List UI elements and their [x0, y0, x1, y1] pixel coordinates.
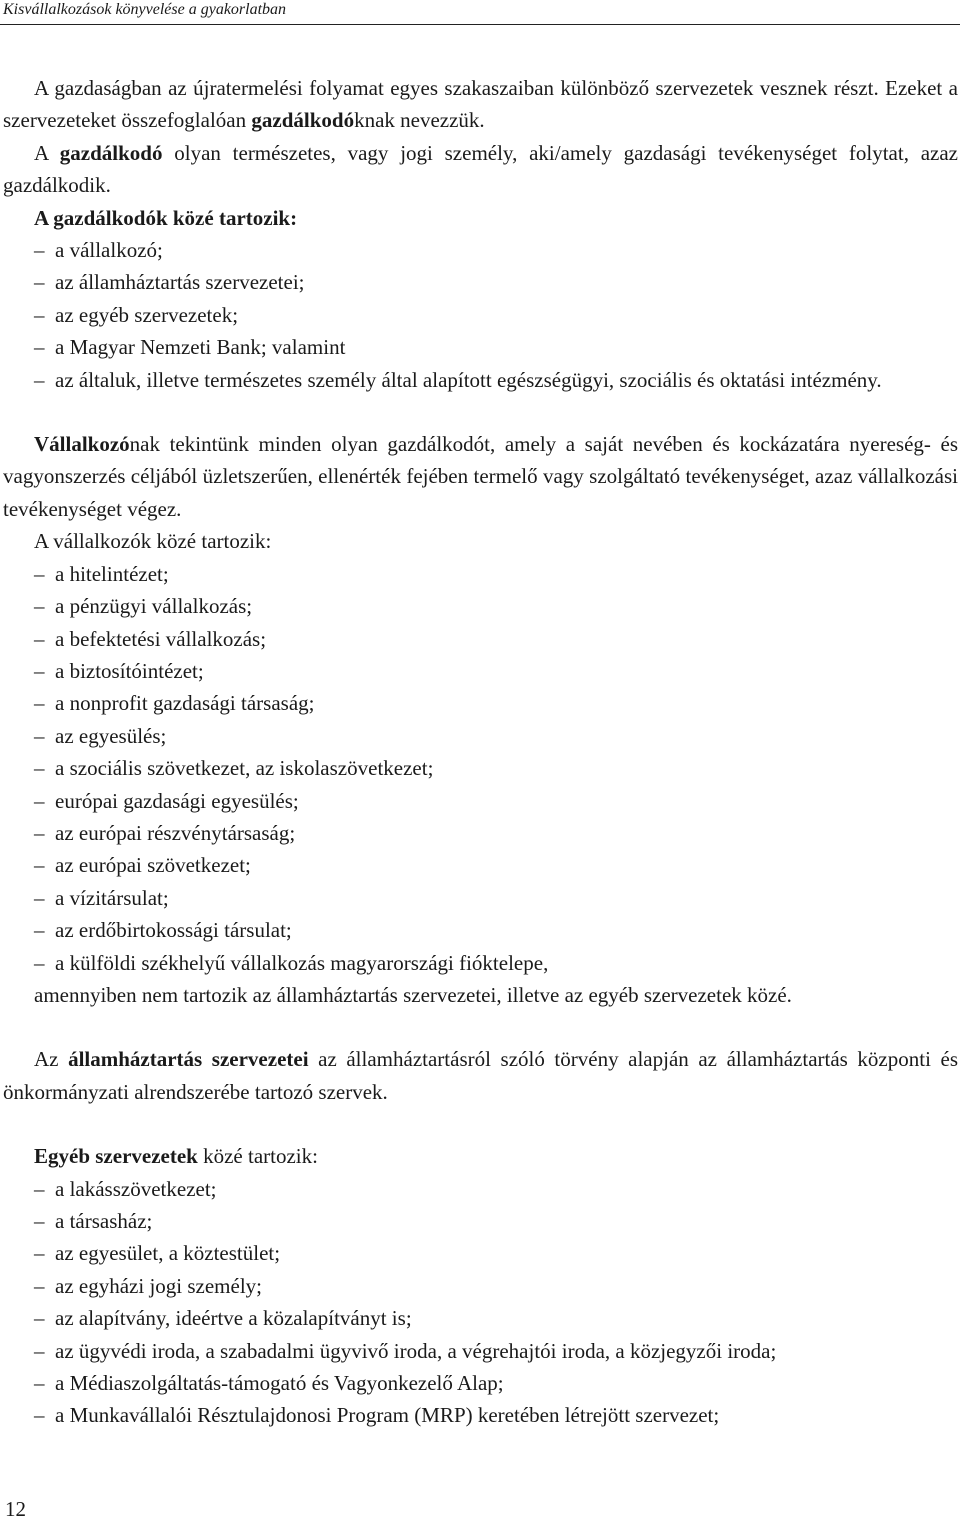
egyeb-list-heading: Egyéb szervezetek közé tartozik:	[34, 1144, 318, 1169]
list-item: – az egyesülés;	[3, 720, 958, 752]
list-item: – a pénzügyi vállalkozás;	[3, 590, 958, 622]
list-item: – a vállalkozó;	[3, 234, 958, 266]
gazdalkodo-definition: A gazdálkodó olyan természetes, vagy jogi személy, aki/amely gazdasági tevékenységet folytat, azaz gazdálkodik.	[3, 140, 959, 198]
vallalkozok-closing: amennyiben nem tartozik az államháztartás szervezetei, illetve az egyéb szervezetek közé.	[34, 982, 792, 1007]
list-item: – a nonprofit gazdasági társaság;	[3, 687, 958, 719]
list-item: – a vízitársulat;	[3, 882, 958, 914]
term-vallalkozo: Vállalkozó	[34, 432, 130, 457]
list-item: – a lakásszövetkezet;	[3, 1173, 958, 1205]
list-item: – a Médiaszolgáltatás-támogató és Vagyonkezelő Alap;	[3, 1367, 958, 1399]
term-gazdalkodo-def: gazdálkodó	[59, 140, 163, 165]
list-item: – az államháztartás szervezetei;	[3, 266, 958, 298]
gazdalkodok-list-heading: A gazdálkodók közé tartozik:	[34, 205, 298, 230]
vallalkozok-list-heading: A vállalkozók közé tartozik:	[34, 529, 272, 554]
list-item: – a Magyar Nemzeti Bank; valamint	[3, 331, 958, 363]
list-item: – a külföldi székhelyű vállalkozás magyarországi fióktelepe,	[3, 947, 958, 979]
header-rule	[0, 24, 960, 25]
list-item: – az egyéb szervezetek;	[3, 299, 958, 331]
list-item: – a biztosítóintézet;	[3, 655, 958, 687]
list-item: – az ügyvédi iroda, a szabadalmi ügyvivő iroda, a végrehajtói iroda, a közjegyzői iroda;	[3, 1335, 958, 1367]
list-item: – az erdőbirtokossági társulat;	[3, 914, 958, 946]
list-item: – a Munkavállalói Résztulajdonosi Program (MRP) keretében létrejött szervezet;	[3, 1399, 958, 1431]
term-gazdalkodo: gazdálkodó	[251, 108, 355, 133]
list-item: – a szociális szövetkezet, az iskolaszövetkezet;	[3, 752, 958, 784]
term-allamhaztartas: államháztartás szervezetei	[68, 1047, 309, 1072]
list-item: – az egyesület, a köztestület;	[3, 1237, 958, 1269]
term-egyeb-szervezetek: Egyéb szervezetek	[34, 1144, 198, 1169]
list-item: – az európai részvénytársaság;	[3, 817, 958, 849]
running-header: Kisvállalkozások könyvelése a gyakorlatban	[3, 1, 287, 18]
allamhaztartas-definition: Az államháztartás szervezetei az államháztartásról szóló törvény alapján az államháztartás központi és önkormányzati alrendszerébe tartozó szervek.	[3, 1047, 958, 1104]
page-number: 12	[5, 1497, 26, 1521]
list-item: – az alapítvány, ideértve a közalapítványt is;	[3, 1302, 958, 1334]
list-item: – az európai szövetkezet;	[3, 849, 958, 881]
vallalkozo-definition: Vállalkozónak tekintünk minden olyan gazdálkodót, amely a saját nevében és kockázatára nyereség- és vagyonszerzés céljából üzletszerűen, ellenérték fejében termelő vagy szolgáltató tevékenységet, azaz vállalkozási tevékenységet végez.	[3, 432, 958, 521]
list-item: – a befektetési vállalkozás;	[3, 623, 958, 655]
list-item: – az általuk, illetve természetes személy által alapított egészségügyi, szociális és oktatási intézmény.	[3, 364, 958, 396]
intro-paragraph: A gazdaságban az újratermelési folyamat egyes szakaszaiban különböző szervezetek vesznek részt. Ezeket a szervezeteket összefoglalóan gazdálkodóknak nevezzük.	[3, 76, 958, 133]
body-text	[3, 72, 958, 1432]
list-item: – az egyházi jogi személy;	[3, 1270, 958, 1302]
list-item: – a hitelintézet;	[3, 558, 958, 590]
list-item: – európai gazdasági egyesülés;	[3, 785, 958, 817]
list-item: – a társasház;	[3, 1205, 958, 1237]
